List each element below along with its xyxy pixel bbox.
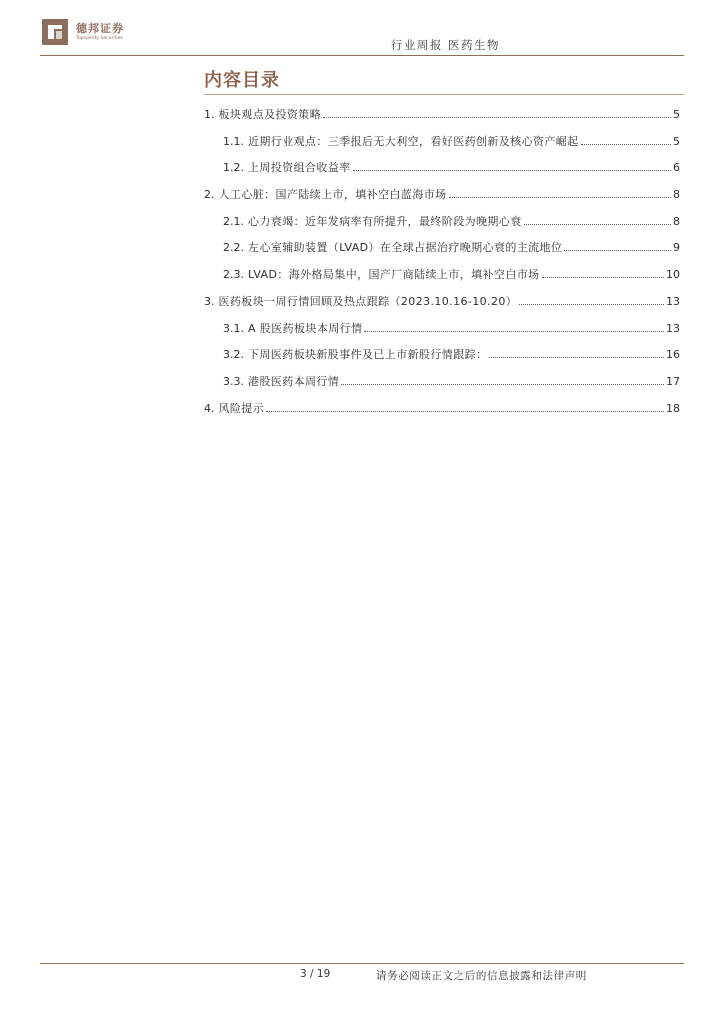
toc-entry-page: 18 (666, 401, 680, 415)
toc-leader-dots (489, 357, 664, 358)
toc-entry-title: 医药板块一周行情回顾及热点跟踪（2023.10.16-10.20） (218, 294, 518, 308)
toc-leader-dots (323, 117, 671, 118)
toc-entry-title: 近期行业观点：三季报后无大利空，看好医药创新及核心资产崛起 (248, 134, 579, 148)
toc-leader-dots (524, 224, 671, 225)
toc-entry-number: 2.2. (223, 241, 244, 255)
toc-entry-number: 2.1. (223, 214, 244, 228)
toc-entry[interactable] (204, 293, 680, 320)
report-type-label: 行业周报 医药生物 (390, 38, 500, 52)
toc-entry[interactable] (204, 346, 680, 373)
toc-entry-number: 1.2. (223, 161, 244, 175)
toc-entry-title: 人工心脏：国产陆续上市，填补空白蓝海市场 (218, 188, 447, 202)
toc-entry[interactable] (204, 186, 680, 213)
toc-title: 内容目录 (204, 70, 280, 91)
toc-entry-number: 1.1. (223, 134, 244, 148)
toc-entry-title: LVAD：海外格局集中，国产厂商陆续上市，填补空白市场 (248, 268, 540, 282)
toc-entry-title: 上周投资组合收益率 (248, 161, 351, 175)
header-divider (40, 55, 684, 56)
toc-leader-dots (364, 331, 664, 332)
toc-entry-page: 5 (673, 108, 680, 121)
toc-leader-dots (449, 197, 672, 198)
toc-entry-number: 3. (204, 294, 215, 308)
table-of-contents (204, 106, 680, 426)
toc-entry-title: A 股医药板块本周行情 (248, 321, 363, 335)
toc-entry[interactable] (204, 159, 680, 186)
toc-leader-dots (353, 170, 671, 171)
toc-entry-number: 3.2. (223, 348, 244, 362)
logo-mark-icon (40, 17, 70, 47)
toc-title-divider (204, 94, 684, 95)
toc-entry-title: 板块观点及投资策略 (218, 108, 322, 121)
toc-entry-title: 下周医药板块新股事件及已上市新股行情跟踪： (248, 348, 488, 362)
toc-leader-dots (542, 277, 664, 278)
toc-entry-page: 10 (666, 268, 680, 282)
toc-entry-number: 4. (204, 401, 215, 415)
toc-entry-page: 13 (666, 321, 680, 335)
toc-entry[interactable] (204, 106, 680, 133)
toc-leader-dots (564, 250, 671, 251)
toc-entry[interactable] (204, 400, 680, 427)
toc-entry-title: 心力衰竭：近年发病率有所提升，最终阶段为晚期心衰 (248, 214, 522, 228)
toc-entry-title: 港股医药本周行情 (248, 374, 340, 388)
toc-entry-page: 6 (673, 161, 680, 175)
toc-entry-page: 17 (666, 374, 680, 388)
logo-name-cn: 德邦证券 (76, 22, 124, 35)
toc-entry-number: 3.3. (223, 374, 244, 388)
toc-leader-dots (341, 384, 664, 385)
company-logo (40, 15, 130, 49)
toc-entry-page: 5 (673, 134, 680, 148)
disclaimer-note: 请务必阅读正文之后的信息披露和法律声明 (376, 970, 587, 982)
toc-entry-page: 8 (673, 214, 680, 228)
toc-entry-number: 3.1. (223, 321, 244, 335)
toc-entry-page: 16 (666, 348, 680, 362)
toc-entry[interactable] (204, 320, 680, 347)
toc-entry[interactable] (204, 373, 680, 400)
toc-entry-title: 风险提示 (218, 401, 265, 415)
toc-entry[interactable] (204, 213, 680, 240)
toc-entry-title: 左心室辅助装置（LVAD）在全球占据治疗晚期心衰的主流地位 (248, 241, 563, 255)
toc-entry[interactable] (204, 239, 680, 266)
toc-entry-number: 1. (204, 108, 215, 121)
toc-entry-page: 13 (666, 294, 680, 308)
toc-entry-number: 2.3. (223, 268, 244, 282)
toc-leader-dots (519, 304, 664, 305)
toc-entry[interactable] (204, 133, 680, 160)
toc-leader-dots (266, 411, 664, 412)
toc-entry-number: 2. (204, 188, 215, 202)
toc-leader-dots (581, 144, 671, 145)
toc-entry[interactable] (204, 266, 680, 293)
toc-entry-page: 9 (673, 241, 680, 255)
page-number: 3 / 19 (300, 968, 331, 980)
footer-divider (40, 963, 684, 964)
logo-name-en: Topsperity Securities (76, 36, 123, 41)
toc-entry-page: 8 (673, 188, 680, 202)
